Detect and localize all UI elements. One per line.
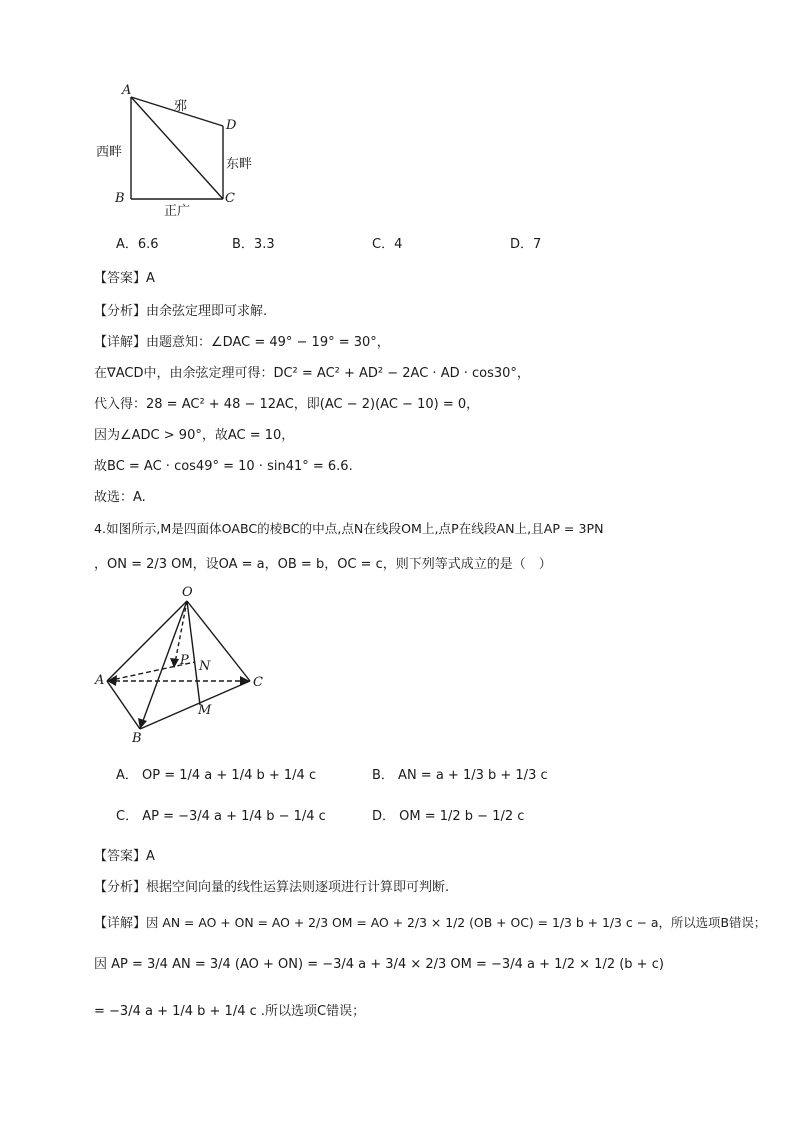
edge-ab-tetra — [107, 681, 140, 729]
q4-option-d: D． OM = 1/2 b − 1/2 c — [372, 809, 525, 824]
side-ad-label: 邪 — [174, 99, 188, 114]
q3-detail-text1: 由题意知：∠DAC = 49° − 19° = 30°， — [146, 335, 390, 350]
q4-analysis-line — [94, 876, 449, 895]
q3-detail-text3: 代入得：28 = AC² + 48 − 12AC，即(AC − 2)(AC − 10) = 0， — [94, 397, 480, 412]
side-ab-label: 西畔 — [96, 145, 123, 160]
q3-detail-text4: 因为∠ADC > 90°，故AC = 10， — [94, 428, 295, 443]
q4-detail-line1 — [94, 912, 766, 931]
q3-answer: 【答案】A — [94, 271, 155, 286]
q3-option-b: B．3.3 — [232, 237, 275, 252]
q4-stem-line2: ，ON = 2/3 OM，设OA = a，OB = b，OC = c，则下列等式成立的是（ ） — [94, 557, 552, 572]
point-b-label: B — [115, 191, 125, 206]
side-dc-label: 东畔 — [226, 157, 253, 172]
q4-detail-text2: 因 AP = 3/4 AN = 3/4 (AO + ON) = −3/4 a + 3/4 × 2/3 OM = −3/4 a + 1/2 × 1/2 (b + c) — [94, 957, 664, 972]
q3-detail-text2: 在∇ACD中，由余弦定理可得：DC² = AC² + AD² − 2AC · AD · cos30°， — [94, 366, 530, 381]
tetra-b-label: B — [132, 731, 142, 746]
q3-detail-text6: 故选：A. — [94, 490, 146, 505]
q4-option-b: B． AN = a + 1/3 b + 1/3 c — [372, 768, 548, 783]
edge-oc — [187, 601, 250, 681]
q4-detail-text3: = −3/4 a + 1/4 b + 1/4 c .所以选项C错误； — [94, 1004, 366, 1019]
q4-option-c: C． AP = −3/4 a + 1/4 b − 1/4 c — [116, 809, 326, 824]
q3-analysis-line — [94, 300, 267, 319]
edge-oa — [107, 601, 187, 681]
point-a-label: A — [122, 83, 132, 98]
tetra-m-label: M — [198, 703, 212, 718]
q4-option-a: A． OP = 1/4 a + 1/4 b + 1/4 c — [116, 768, 317, 783]
q4-analysis-tag: 【分析】 — [94, 880, 147, 895]
q4-answer: 【答案】A — [94, 849, 155, 864]
q3-detail-text5: 故BC = AC · cos49° = 10 · sin41° = 6.6. — [94, 459, 353, 474]
tetra-n-label: N — [199, 659, 211, 674]
q4-detail-text1: 因 AN = AO + ON = AO + 2/3 OM = AO + 2/3 × 1/2 (OB + OC) = 1/3 b + 1/3 c − a，所以选项B错误； — [146, 915, 767, 930]
arrowhead-c — [240, 676, 250, 686]
tetra-o-label: O — [182, 585, 193, 600]
q3-detail-tag: 【详解】 — [94, 335, 147, 350]
q4-analysis-text: 根据空间向量的线性运算法则逐项进行计算即可判断. — [146, 880, 450, 895]
side-bc-label: 正广 — [164, 204, 191, 219]
q3-detail-line1 — [94, 331, 390, 350]
q3-option-a: A．6.6 — [116, 237, 159, 252]
q4-detail-tag: 【详解】 — [94, 916, 147, 931]
q4-stem-line1: 4.如图所示,M是四面体OABC的棱BC的中点,点N在线段OM上,点P在线段AN上,且AP = 3PN — [94, 521, 604, 536]
tetra-a-label: A — [95, 673, 105, 688]
q3-analysis-text: 由余弦定理即可求解. — [146, 304, 268, 319]
q3-option-d: D．7 — [510, 237, 542, 252]
q3-analysis-tag: 【分析】 — [94, 304, 147, 319]
tetra-c-label: C — [253, 675, 263, 690]
q3-option-c: C．4 — [372, 237, 403, 252]
point-c-label: C — [225, 191, 235, 206]
tetra-p-label: P — [180, 653, 189, 668]
point-d-label: D — [226, 118, 237, 133]
edge-bc-tetra — [140, 681, 250, 729]
